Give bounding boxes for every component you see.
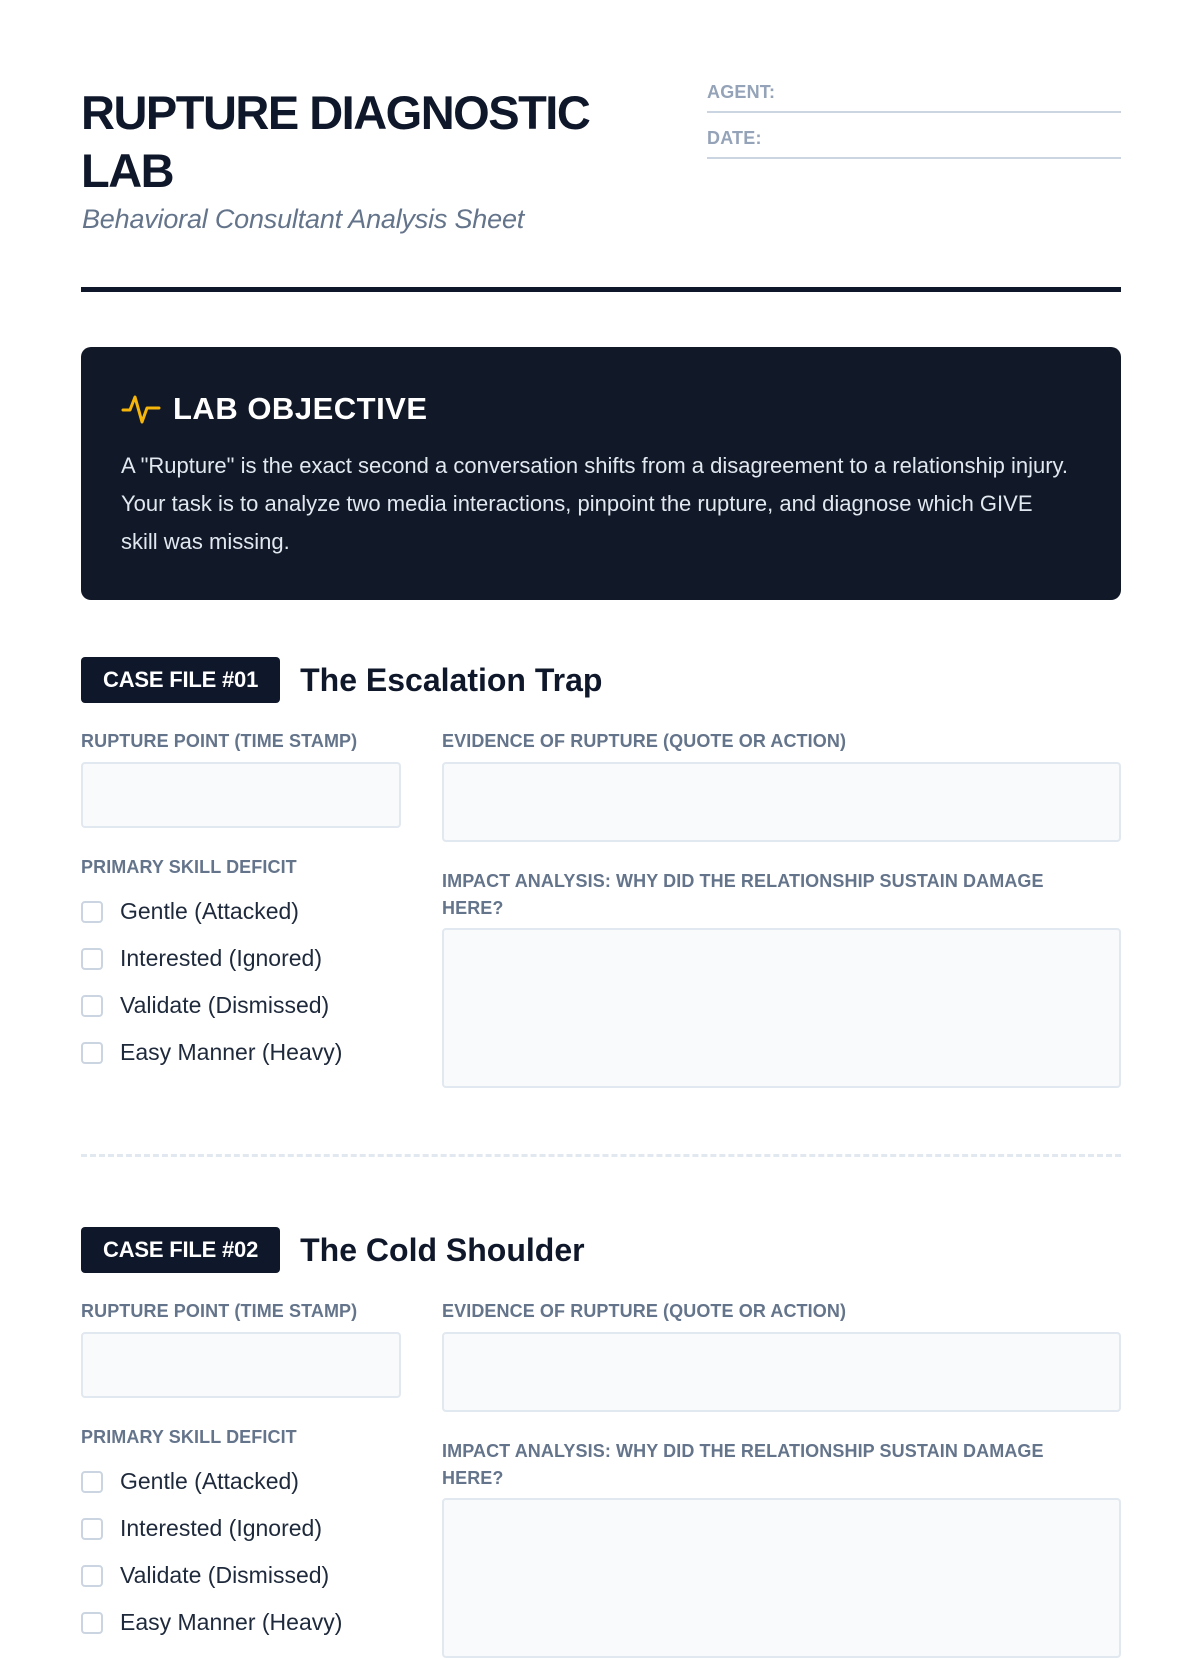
checkbox[interactable] — [81, 1518, 103, 1540]
case-title: The Escalation Trap — [300, 661, 603, 698]
option-validate[interactable] — [81, 1552, 342, 1599]
date-field[interactable] — [707, 122, 1121, 159]
option-label: Validate (Dismissed) — [120, 1562, 330, 1588]
impact-label: IMPACT ANALYSIS: WHY DID THE RELATIONSHIP SUSTAIN DAMAGE HERE? — [442, 871, 1044, 918]
option-validate[interactable] — [81, 982, 342, 1029]
rupture-point-field[interactable] — [81, 762, 401, 828]
header — [81, 0, 1121, 294]
impact-field[interactable] — [442, 928, 1121, 1088]
rupture-point-label: RUPTURE POINT (TIME STAMP) — [81, 731, 358, 751]
lab-objective-box — [81, 347, 1121, 600]
case-divider — [81, 1154, 1121, 1157]
activity-pulse-icon — [121, 389, 161, 429]
skill-deficit-label: PRIMARY SKILL DEFICIT — [81, 857, 297, 877]
evidence-field[interactable] — [442, 762, 1121, 842]
evidence-field[interactable] — [442, 1332, 1121, 1412]
objective-title: LAB OBJECTIVE — [173, 391, 428, 426]
option-easy-manner[interactable] — [81, 1599, 342, 1646]
objective-text: A "Rupture" is the exact second a conversation shifts from a disagreement to a relationship injury. Your task is to analyze two media interactions, pinpoint the rupture, and diagnose which GIVE skill was missing. — [121, 453, 1069, 554]
option-label: Gentle (Attacked) — [120, 898, 299, 924]
checkbox[interactable] — [81, 1565, 103, 1587]
worksheet-page — [81, 0, 1121, 1635]
header-rule — [81, 287, 1121, 292]
evidence-label: EVIDENCE OF RUPTURE (QUOTE OR ACTION) — [442, 731, 847, 751]
checkbox[interactable] — [81, 1471, 103, 1493]
option-interested[interactable] — [81, 935, 342, 982]
option-label: Validate (Dismissed) — [120, 992, 330, 1018]
date-label: DATE: — [707, 128, 762, 148]
option-label: Gentle (Attacked) — [120, 1468, 299, 1494]
rupture-point-field[interactable] — [81, 1332, 401, 1398]
option-label: Easy Manner (Heavy) — [120, 1609, 343, 1635]
checkbox[interactable] — [81, 995, 103, 1017]
option-gentle[interactable] — [81, 1458, 342, 1505]
case-file-2 — [81, 1226, 1121, 1635]
agent-label: AGENT: — [707, 82, 776, 102]
checkbox[interactable] — [81, 1042, 103, 1064]
case-file-1 — [81, 656, 1121, 1096]
page-title: RUPTURE DIAGNOSTIC LAB — [81, 86, 590, 197]
option-label: Interested (Ignored) — [120, 1515, 323, 1541]
meta-fields — [707, 76, 1121, 168]
page-subtitle: Behavioral Consultant Analysis Sheet — [82, 204, 525, 234]
option-label: Easy Manner (Heavy) — [120, 1039, 343, 1065]
skill-options — [81, 1458, 342, 1646]
case-title: The Cold Shoulder — [300, 1231, 585, 1268]
option-label: Interested (Ignored) — [120, 945, 323, 971]
checkbox[interactable] — [81, 948, 103, 970]
skill-deficit-label: PRIMARY SKILL DEFICIT — [81, 1427, 297, 1447]
evidence-label: EVIDENCE OF RUPTURE (QUOTE OR ACTION) — [442, 1301, 847, 1321]
option-easy-manner[interactable] — [81, 1029, 342, 1076]
checkbox[interactable] — [81, 1612, 103, 1634]
checkbox[interactable] — [81, 901, 103, 923]
skill-options — [81, 888, 342, 1076]
option-gentle[interactable] — [81, 888, 342, 935]
option-interested[interactable] — [81, 1505, 342, 1552]
rupture-point-label: RUPTURE POINT (TIME STAMP) — [81, 1301, 358, 1321]
case-badge: CASE FILE #01 — [81, 657, 280, 703]
impact-label: IMPACT ANALYSIS: WHY DID THE RELATIONSHIP SUSTAIN DAMAGE HERE? — [442, 1441, 1044, 1488]
case-badge: CASE FILE #02 — [81, 1227, 280, 1273]
agent-field[interactable] — [707, 76, 1121, 113]
impact-field[interactable] — [442, 1498, 1121, 1658]
